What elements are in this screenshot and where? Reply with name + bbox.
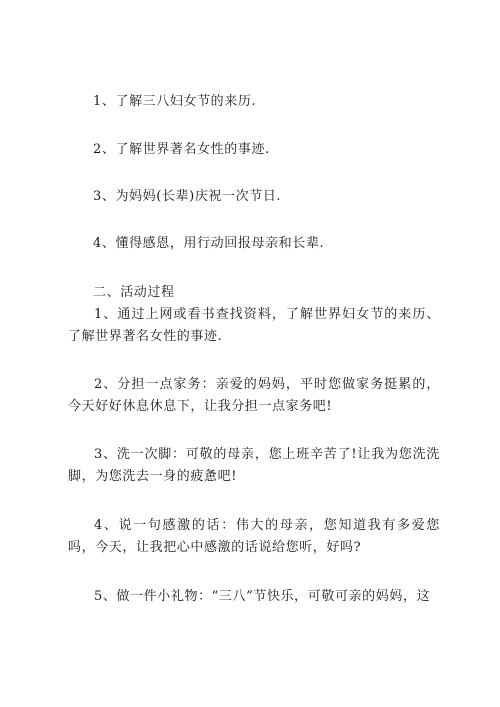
process-item-2: 2、分担一点家务：亲爱的妈妈，平时您做家务挺累的，今天好好休息休息下，让我分担一点家务吧! xyxy=(68,377,440,414)
goal-item-4: 4、懂得感恩，用行动回报母亲和长辈. xyxy=(93,236,325,251)
goal-item-2: 2、了解世界著名女性的事迹. xyxy=(93,142,270,157)
process-item-3: 3、洗一次脚：可敬的母亲，您上班辛苦了!让我为您洗洗脚，为您洗去一身的疲惫吧! xyxy=(68,447,440,484)
process-item-4: 4、说一句感激的话：伟大的母亲，您知道我有多爱您吗，今天，让我把心中感激的话说给您听，好吗? xyxy=(68,518,440,555)
section-heading: 二、活动过程 xyxy=(93,285,175,300)
process-item-5: 5、做一件小礼物：“三八”节快乐，可敬可亲的妈妈，这 xyxy=(94,589,431,604)
goal-item-1: 1、了解三八妇女节的来历. xyxy=(93,94,257,109)
goal-item-3: 3、为妈妈(长辈)庆祝一次节日. xyxy=(93,189,282,204)
process-item-1: 1、通过上网或看书查找资料，了解世界妇女节的来历、了解世界著名女性的事迹. xyxy=(68,307,440,344)
